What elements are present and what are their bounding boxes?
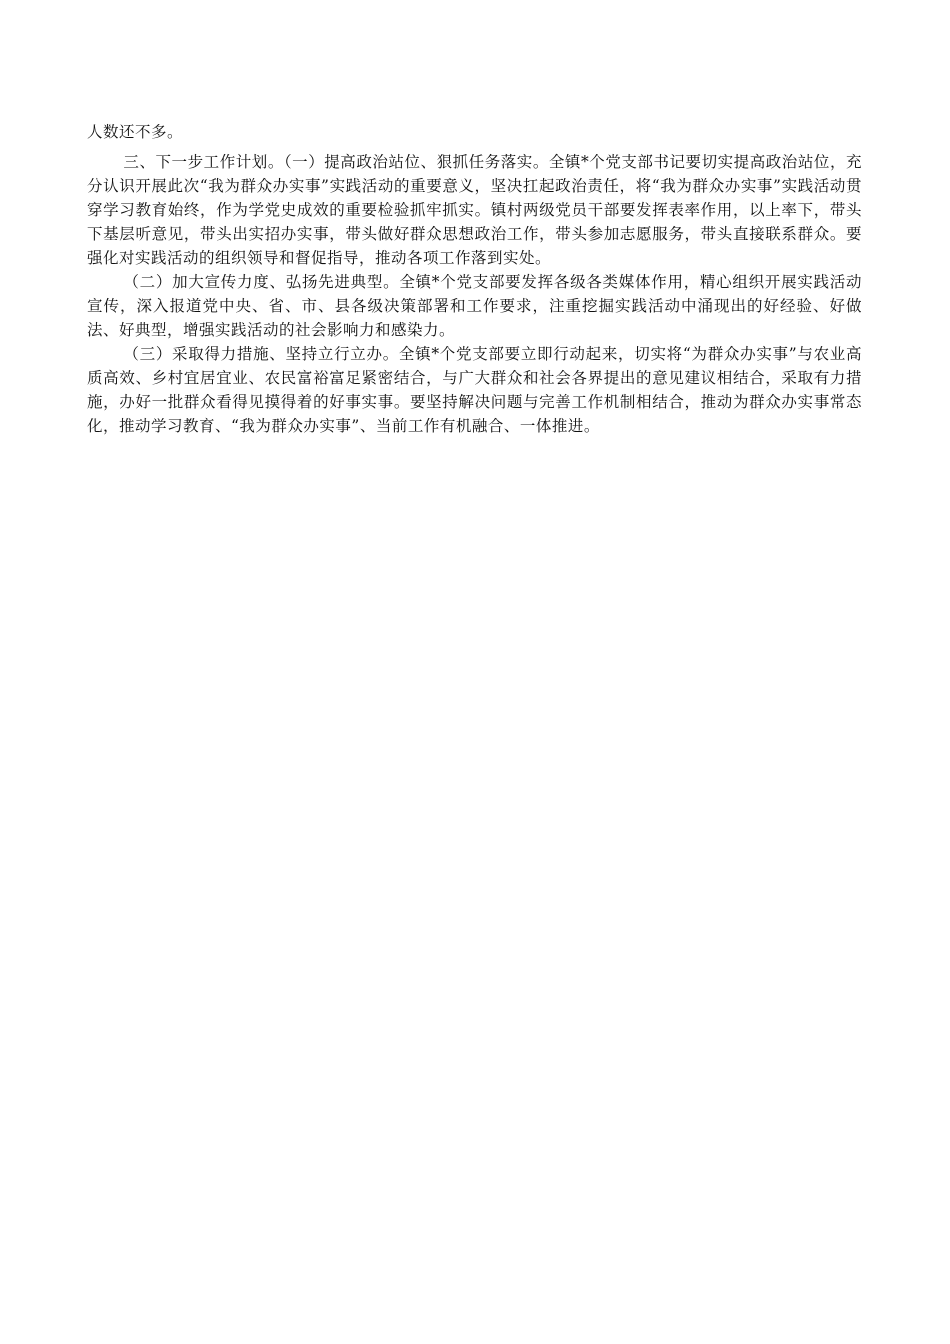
paragraph-publicity: （二）加大宣传力度、弘扬先进典型。全镇*个党支部要发挥各级各类媒体作用，精心组织开展实践活动宣传，深入报道党中央、省、市、县各级决策部署和工作要求，注重挖掘实践活动中涌现出的好经验、好做法、好典型，增强实践活动的社会影响力和感染力。	[87, 273, 862, 339]
document-body	[87, 120, 862, 438]
paragraph-work-plan: 三、下一步工作计划。（一）提高政治站位、狠抓任务落实。全镇*个党支部书记要切实提高政治站位，充分认识开展此次“我为群众办实事”实践活动的重要意义，坚决扛起政治责任，将“我为群众办实事”实践活动贯穿学习教育始终，作为学党史成效的重要检验抓牢抓实。镇村两级党员干部要发挥表率作用，以上率下，带头下基层听意见，带头出实招办实事，带头做好群众思想政治工作，带头参加志愿服务，带头直接联系群众。要强化对实践活动的组织领导和督促指导，推动各项工作落到实处。	[87, 153, 862, 267]
paragraph-measures: （三）采取得力措施、坚持立行立办。全镇*个党支部要立即行动起来，切实将“为群众办实事”与农业高质高效、乡村宜居宜业、农民富裕富足紧密结合，与广大群众和社会各界提出的意见建议相结合，采取有力措施，办好一批群众看得见摸得着的好事实事。要坚持解决问题与完善工作机制相结合，推动为群众办实事常态化，推动学习教育、“我为群众办实事”、当前工作有机融合、一体推进。	[87, 345, 862, 435]
paragraph-continuation: 人数还不多。	[87, 123, 184, 141]
